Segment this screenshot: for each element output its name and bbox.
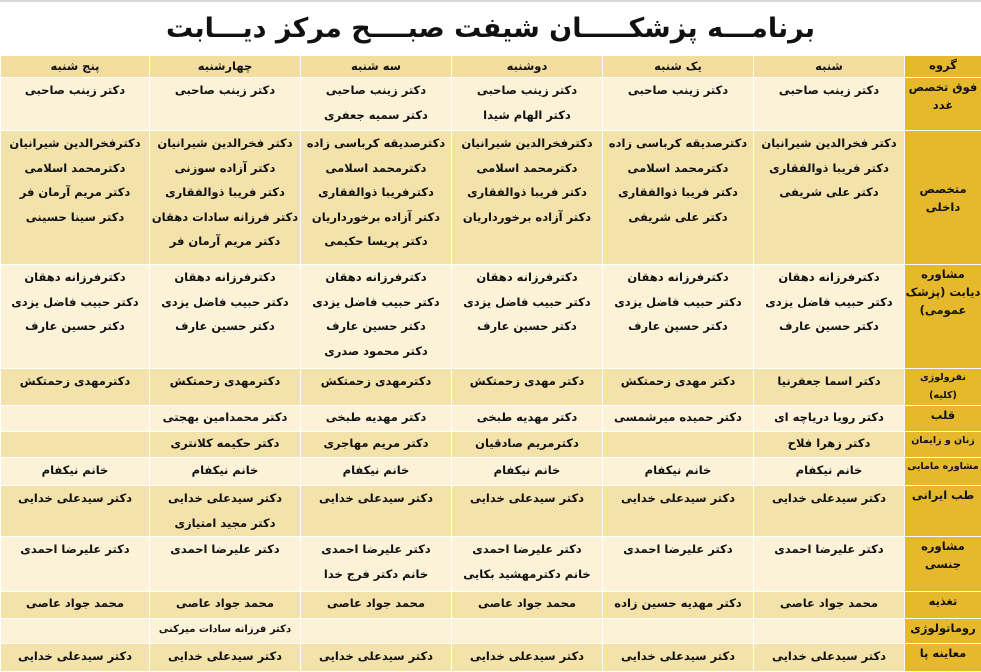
doctor-name: دکتر علیرضا احمدی [301, 537, 451, 562]
schedule-row [1, 486, 981, 537]
doctor-name: محمد جواد عاصی [301, 592, 451, 615]
doctor-name: دکتر اسما جعفرنیا [754, 369, 904, 393]
schedule-cell [754, 78, 905, 131]
doctor-name: دکتر فریبا ذوالفقاری [603, 180, 753, 205]
schedule-cell [754, 644, 905, 672]
doctor-name: دکتر علی شریفی [754, 180, 904, 205]
schedule-cell [603, 644, 754, 672]
schedule-cell [452, 78, 603, 131]
doctor-name: دکتر حبیب فاضل یزدی [452, 290, 602, 315]
doctor-name: محمد جواد عاصی [754, 592, 904, 615]
schedule-cell [603, 265, 754, 369]
schedule-cell [150, 619, 301, 644]
doctor-name: دکتر مهدی زحمتکش [452, 369, 602, 393]
schedule-cell [1, 619, 150, 644]
schedule-cell [1, 432, 150, 458]
doctor-name: دکتر مهدیه طبخی [301, 406, 451, 428]
day-header-saturday: شنبه [754, 56, 905, 78]
schedule-row [1, 592, 981, 619]
schedule-row [1, 265, 981, 369]
group-label: معاینه پا [905, 644, 981, 672]
schedule-cell [452, 458, 603, 486]
doctor-name: دکتر مجید امتیازی [150, 511, 300, 536]
doctor-name: دکتر سمیه جعفری [301, 103, 451, 128]
doctor-name: دکتر حسین عارف [301, 314, 451, 339]
doctor-name: دکتر فخرالدین شیرانیان [150, 131, 300, 156]
group-label: زنان و زایمان [905, 432, 981, 458]
schedule-cell [452, 486, 603, 537]
schedule-cell [301, 369, 452, 406]
schedule-cell [754, 486, 905, 537]
doctor-name: خانم نیکفام [150, 458, 300, 482]
doctor-name: دکترمحمد اسلامی [452, 156, 602, 181]
group-label: مشاوره مامایی [905, 458, 981, 486]
doctor-name: دکتر سیدعلی خدایی [754, 644, 904, 668]
schedule-cell [452, 432, 603, 458]
doctor-name: دکتر مریم مهاجری [301, 432, 451, 454]
schedule-cell [452, 537, 603, 592]
doctor-name: محمد جواد عاصی [1, 592, 149, 615]
schedule-cell [754, 592, 905, 619]
doctor-name: دکتر مهدیه حسین زاده [603, 592, 753, 615]
schedule-row [1, 458, 981, 486]
schedule-cell [603, 537, 754, 592]
doctor-name: دکترصدیقه کرباسی زاده [301, 131, 451, 156]
schedule-cell [754, 369, 905, 406]
schedule-cell [301, 131, 452, 265]
doctor-name: دکتر حسین عارف [754, 314, 904, 339]
doctor-name: دکتر سیدعلی خدایی [452, 644, 602, 668]
doctor-name: دکتر سیدعلی خدایی [301, 644, 451, 668]
schedule-row [1, 537, 981, 592]
group-label: قلب [905, 406, 981, 432]
doctor-name: دکتر سیدعلی خدایی [1, 644, 149, 668]
doctor-name: دکتر حبیب فاضل یزدی [150, 290, 300, 315]
schedule-cell [1, 369, 150, 406]
schedule-cell [301, 458, 452, 486]
schedule-table [0, 55, 981, 672]
schedule-row [1, 406, 981, 432]
top-divider [0, 0, 981, 2]
schedule-cell [1, 486, 150, 537]
doctor-name: دکتر زهرا فلاح [754, 432, 904, 454]
doctor-name: محمد جواد عاصی [452, 592, 602, 615]
schedule-cell [1, 644, 150, 672]
doctor-name: دکترمحمد اسلامی [603, 156, 753, 181]
schedule-cell [1, 458, 150, 486]
schedule-cell [452, 131, 603, 265]
doctor-name: دکتر سیدعلی خدایی [603, 486, 753, 511]
day-header-sunday: یک شنبه [603, 56, 754, 78]
doctor-name: خانم دکتر فرج خدا [301, 562, 451, 587]
schedule-cell [1, 131, 150, 265]
schedule-row [1, 78, 981, 131]
header-row [1, 56, 981, 78]
doctor-name: دکتر محمود صدری [301, 339, 451, 364]
schedule-cell [603, 458, 754, 486]
doctor-name: دکتر الهام شیدا [452, 103, 602, 128]
doctor-name: خانم دکترمهشید بکایی [452, 562, 602, 587]
schedule-cell [754, 619, 905, 644]
doctor-name: دکترمحمد اسلامی [301, 156, 451, 181]
schedule-cell [452, 265, 603, 369]
doctor-name: دکترفرزانه دهقان [1, 265, 149, 290]
schedule-cell [301, 78, 452, 131]
day-header-monday: دوشنبه [452, 56, 603, 78]
doctor-name: دکترفرزانه دهقان [754, 265, 904, 290]
group-column-header: گروه [905, 56, 981, 78]
doctor-name: دکترمریم صادقیان [452, 432, 602, 454]
doctor-name: دکتر زینب صاحبی [452, 78, 602, 103]
schedule-row [1, 644, 981, 672]
schedule-cell [150, 432, 301, 458]
doctor-name: دکتر علیرضا احمدی [1, 537, 149, 562]
doctor-name: دکترمهدی زحمتکش [1, 369, 149, 393]
schedule-cell [603, 369, 754, 406]
doctor-name: خانم نیکفام [301, 458, 451, 482]
doctor-name: دکتر زینب صاحبی [1, 78, 149, 103]
doctor-name: دکتر علیرضا احمدی [603, 537, 753, 562]
group-label: مشاوره دیابت (پزشک عمومی) [905, 265, 981, 369]
doctor-name: خانم نیکفام [603, 458, 753, 482]
schedule-row [1, 432, 981, 458]
doctor-name: دکتر زینب صاحبی [754, 78, 904, 103]
doctor-name: دکتر علیرضا احمدی [150, 537, 300, 562]
group-label: روماتولوژی [905, 619, 981, 644]
doctor-name: دکتر سیدعلی خدایی [754, 486, 904, 511]
doctor-name: دکترمحمد اسلامی [1, 156, 149, 181]
doctor-name: دکتر حبیب فاضل یزدی [603, 290, 753, 315]
schedule-cell [452, 644, 603, 672]
schedule-cell [754, 131, 905, 265]
schedule-cell [301, 265, 452, 369]
doctor-name: دکتر فرزانه سادات میرکنی [150, 619, 300, 640]
group-label: فوق تخصص غدد [905, 78, 981, 131]
doctor-name: دکتر آزاده برخورداریان [452, 205, 602, 230]
schedule-cell [150, 265, 301, 369]
doctor-name: دکتر سیدعلی خدایی [150, 486, 300, 511]
doctor-name: دکتر پریسا حکیمی [301, 229, 451, 254]
doctor-name: دکترفرزانه دهقان [150, 265, 300, 290]
doctor-name: دکتر رویا دریاچه ای [754, 406, 904, 428]
schedule-cell [301, 537, 452, 592]
doctor-name: دکتر آزاده سوزنی [150, 156, 300, 181]
schedule-cell [603, 406, 754, 432]
schedule-cell [754, 458, 905, 486]
doctor-name: دکتر علیرضا احمدی [754, 537, 904, 562]
schedule-cell [754, 432, 905, 458]
doctor-name: دکتر حبیب فاضل یزدی [301, 290, 451, 315]
schedule-cell [603, 619, 754, 644]
schedule-cell [1, 537, 150, 592]
schedule-cell [150, 458, 301, 486]
schedule-cell [150, 486, 301, 537]
schedule-cell [150, 644, 301, 672]
doctor-name: دکتر حکیمه کلانتری [150, 432, 300, 454]
doctor-name: دکتر فریبا ذوالفقاری [754, 156, 904, 181]
schedule-cell [301, 644, 452, 672]
doctor-name: دکتر سیدعلی خدایی [1, 486, 149, 511]
doctor-name: دکتر زینب صاحبی [603, 78, 753, 103]
schedule-cell [301, 432, 452, 458]
schedule-cell [603, 131, 754, 265]
doctor-name: دکتر سیدعلی خدایی [452, 486, 602, 511]
day-header-wednesday: چهارشنبه [150, 56, 301, 78]
schedule-cell [150, 369, 301, 406]
doctor-name: دکتر مریم آرمان فر [1, 180, 149, 205]
schedule-cell [1, 265, 150, 369]
doctor-name: دکترمهدی زحمتکش [150, 369, 300, 393]
doctor-name: دکترمهدی زحمتکش [301, 369, 451, 393]
doctor-name: دکتر فریبا ذوالفقاری [150, 180, 300, 205]
doctor-name: دکتر سیدعلی خدایی [603, 644, 753, 668]
schedule-cell [1, 78, 150, 131]
schedule-cell [150, 537, 301, 592]
doctor-name: دکتر مهدیه طبخی [452, 406, 602, 428]
doctor-name: دکتر فریبا ذوالفقاری [452, 180, 602, 205]
schedule-row [1, 131, 981, 265]
group-label: تغذیه [905, 592, 981, 619]
doctor-name: دکتر سینا حسینی [1, 205, 149, 230]
group-label: مشاوره جنسی [905, 537, 981, 592]
group-label: نفرولوژی (کلیه) [905, 369, 981, 406]
schedule-cell [150, 592, 301, 619]
schedule-cell [301, 592, 452, 619]
doctor-name: محمد جواد عاصی [150, 592, 300, 615]
schedule-cell [452, 406, 603, 432]
schedule-cell [150, 406, 301, 432]
page-title: برنامـــه پزشکـــــان شیفت صبــــح مرکز دیـــابت [0, 4, 981, 54]
schedule-cell [1, 592, 150, 619]
schedule-cell [301, 619, 452, 644]
doctor-name: دکتر حبیب فاضل یزدی [1, 290, 149, 315]
schedule-cell [603, 486, 754, 537]
doctor-name: دکتر زینب صاحبی [301, 78, 451, 103]
schedule-cell [603, 432, 754, 458]
doctor-name: دکتر حسین عارف [150, 314, 300, 339]
doctor-name: دکترفریبا ذوالفقاری [301, 180, 451, 205]
group-label: متخصص داخلی [905, 131, 981, 265]
doctor-name: دکتر آزاده برخورداریان [301, 205, 451, 230]
schedule-cell [150, 131, 301, 265]
doctor-name: خانم نیکفام [1, 458, 149, 482]
schedule-cell [301, 406, 452, 432]
doctor-name: دکتر حبیب فاضل یزدی [754, 290, 904, 315]
doctor-name: خانم نیکفام [452, 458, 602, 482]
doctor-name: دکتر حمیده میرشمسی [603, 406, 753, 428]
schedule-cell [754, 537, 905, 592]
doctor-name: دکترفخرالدین شیرانیان [1, 131, 149, 156]
schedule-cell [301, 486, 452, 537]
schedule-cell [754, 406, 905, 432]
schedule-cell [452, 592, 603, 619]
schedule-cell [603, 78, 754, 131]
doctor-name: خانم نیکفام [754, 458, 904, 482]
day-header-thursday: پنج شنبه [1, 56, 150, 78]
schedule-cell [754, 265, 905, 369]
day-header-tuesday: سه شنبه [301, 56, 452, 78]
doctor-name: دکتر حسین عارف [1, 314, 149, 339]
doctor-name: دکتر علی شریفی [603, 205, 753, 230]
schedule-row [1, 369, 981, 406]
group-label: طب ایرانی [905, 486, 981, 537]
doctor-name: دکتر مریم آرمان فر [150, 229, 300, 254]
doctor-name: دکتر حسین عارف [452, 314, 602, 339]
doctor-name: دکتر فخرالدین شیرانیان [754, 131, 904, 156]
doctor-name: دکتر حسین عارف [603, 314, 753, 339]
doctor-name: دکتر سیدعلی خدایی [301, 486, 451, 511]
schedule-cell [1, 406, 150, 432]
schedule-row [1, 619, 981, 644]
doctor-name: دکترفرزانه دهقان [301, 265, 451, 290]
doctor-name: دکتر محمدامین بهجتی [150, 406, 300, 428]
schedule-cell [452, 369, 603, 406]
schedule-cell [452, 619, 603, 644]
doctor-name: دکترفخرالدین شیرانیان [452, 131, 602, 156]
doctor-name: دکتر علیرضا احمدی [452, 537, 602, 562]
doctor-name: دکترفرزانه دهقان [603, 265, 753, 290]
doctor-name: دکترصدیقه کرباسی زاده [603, 131, 753, 156]
doctor-name: دکترفرزانه دهقان [452, 265, 602, 290]
schedule-cell [150, 78, 301, 131]
doctor-name: دکتر فرزانه سادات دهقان [150, 205, 300, 230]
doctor-name: دکتر سیدعلی خدایی [150, 644, 300, 668]
doctor-name: دکتر مهدی زحمتکش [603, 369, 753, 393]
doctor-name: دکتر زینب صاحبی [150, 78, 300, 103]
schedule-cell [603, 592, 754, 619]
